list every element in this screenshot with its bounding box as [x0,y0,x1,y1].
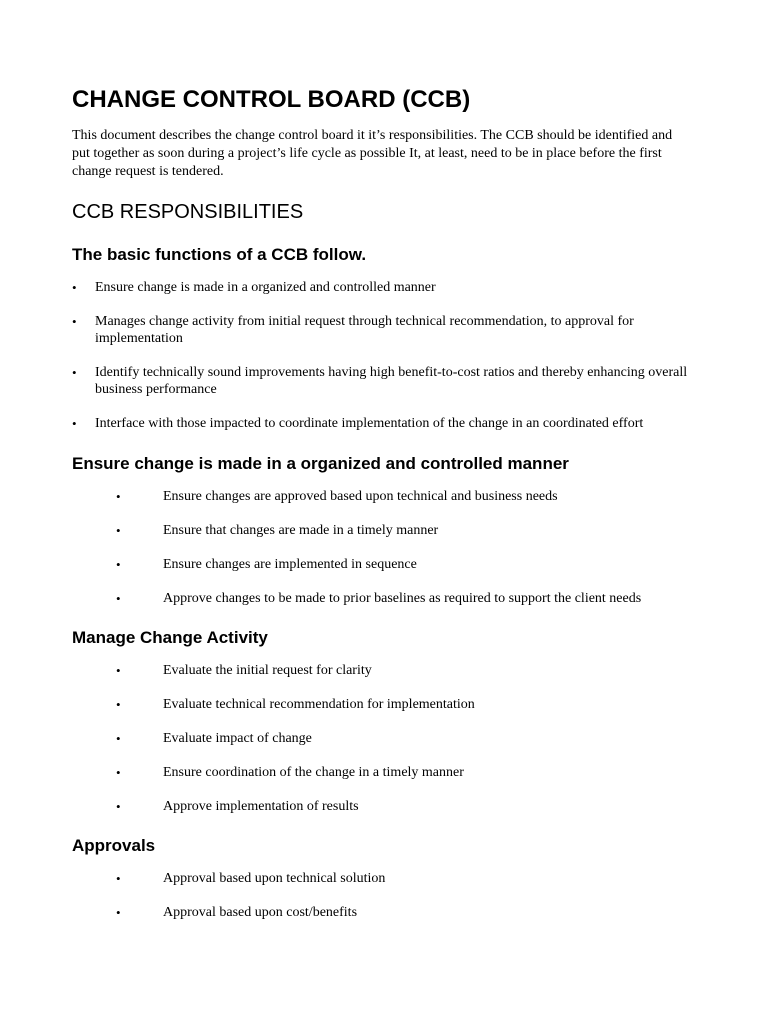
section-heading-basic-functions: The basic functions of a CCB follow. [72,245,367,264]
bullet-icon: • [116,557,121,572]
list-item-text: Identify technically sound improvements having high benefit-to-cost ratios and thereby enhancing overall business performance [95,365,688,397]
list-item-text: Evaluate technical recommendation for implementation [163,697,475,712]
bullet-icon: • [116,799,121,814]
list-item-text: Approve implementation of results [163,799,359,814]
bullet-icon: • [116,489,121,504]
bullet-icon: • [72,365,77,380]
list-item-text: Approval based upon cost/benefits [163,905,358,920]
intro-paragraph: This document describes the change control board it it’s responsibilities. The CCB should be identified and put together as soon during a project’s life cycle as possible It, at least, need to be in place before the first change request is tendered. [72,128,673,179]
list-item-text: Evaluate impact of change [163,731,312,746]
bullet-icon: • [116,765,121,780]
section-heading-organized-controlled: Ensure change is made in a organized and controlled manner [72,454,569,473]
responsibilities-heading: CCB RESPONSIBILITIES [72,201,304,223]
bullet-icon: • [116,523,121,538]
list-item-text: Approval based upon technical solution [163,871,386,886]
section-heading-approvals: Approvals [72,836,156,855]
bullet-icon: • [72,314,77,329]
bullet-icon: • [116,697,121,712]
bullet-icon: • [116,731,121,746]
list-item-text: Evaluate the initial request for clarity [163,663,372,678]
list-item-text: Interface with those impacted to coordinate implementation of the change in an coordinated effort [95,416,644,431]
list-item-text: Approve changes to be made to prior baselines as required to support the client needs [163,591,642,606]
bullet-icon: • [116,663,121,678]
section-heading-manage-change-activity: Manage Change Activity [72,628,268,647]
list-item-text: Ensure change is made in a organized and controlled manner [95,280,436,295]
list-item-text: Manages change activity from initial request through technical recommendation, to approval for implementation [95,314,634,346]
bullet-icon: • [116,591,121,606]
bullet-icon: • [72,280,77,295]
bullet-icon: • [72,416,77,431]
list-item-text: Ensure that changes are made in a timely manner [163,523,439,538]
list-item-text: Ensure changes are implemented in sequence [163,557,417,572]
bullet-icon: • [116,871,121,886]
bullet-icon: • [116,905,121,920]
list-item-text: Ensure changes are approved based upon technical and business needs [163,489,558,504]
document-title: CHANGE CONTROL BOARD (CCB) [72,86,471,113]
list-item-text: Ensure coordination of the change in a timely manner [163,765,464,780]
